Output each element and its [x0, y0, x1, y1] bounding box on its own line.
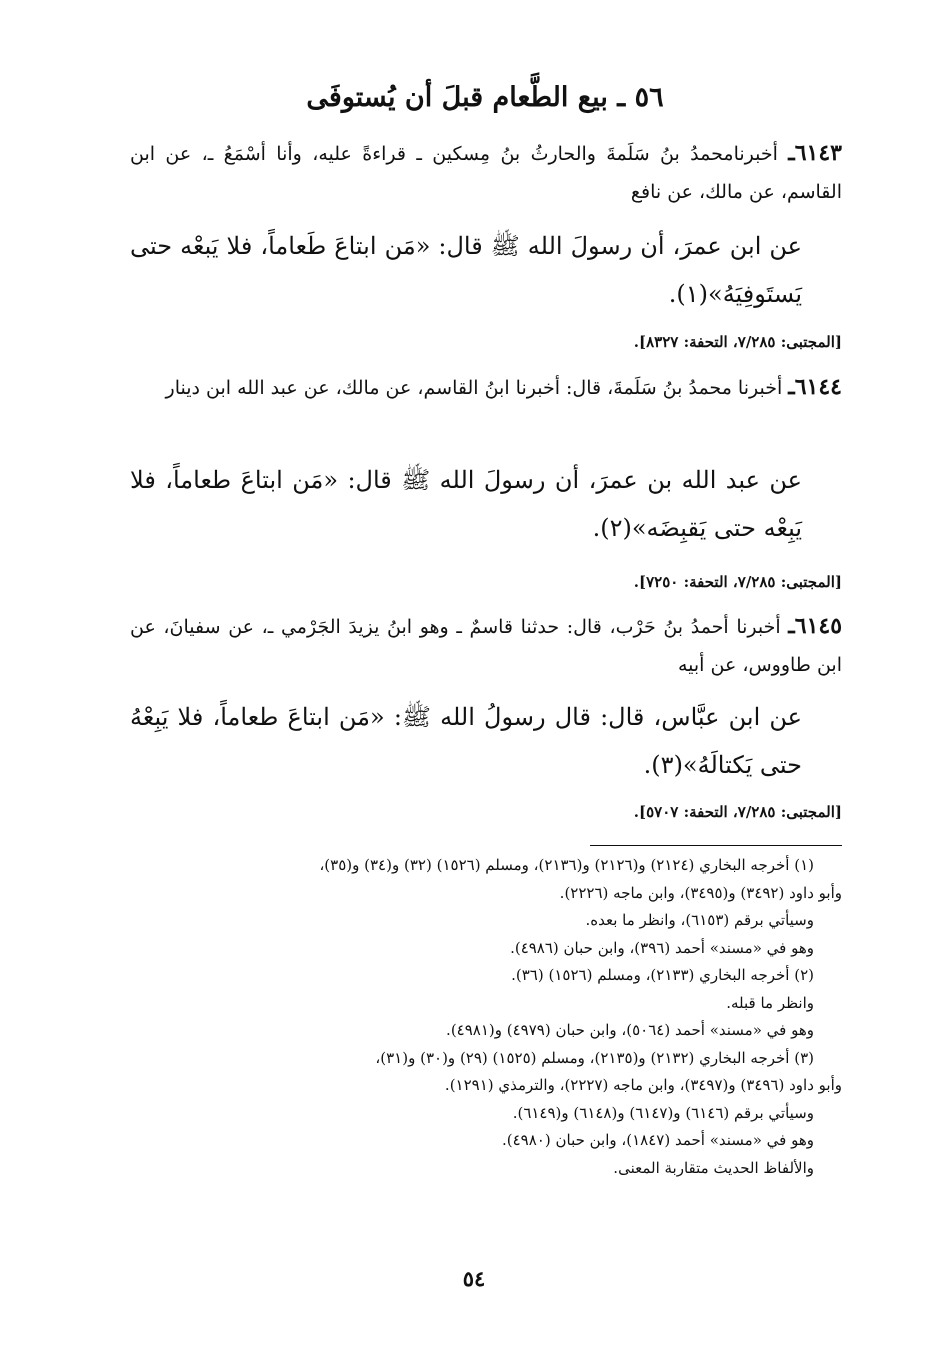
- page-number: ٥٤: [462, 1266, 486, 1291]
- hadith-number: ٦١٤٣ـ: [788, 140, 842, 166]
- hadith-number: ٦١٤٥ـ: [788, 613, 843, 639]
- hadith-isnad: أخبرنا أحمدُ بنُ حَرْب، قال: حدثنا قاسمٌ ـ وهو ابنُ يزيدَ الجَرْمي ـ، عن سفيانَ، عن ابن طاووس، عن أبيه: [130, 616, 842, 676]
- footnote-line: (١) أخرجه البخاري (٢١٢٤) و(٢١٢٦) و(٢١٣٦)، ومسلم (١٥٢٦) (٣٢) و(٣٤) و(٣٥)،: [319, 856, 814, 874]
- footnote-line: (٢) أخرجه البخاري (٢١٣٣)، ومسلم (١٥٢٦) (٣٦).: [511, 966, 814, 984]
- footnote-line: وهو في «مسند» أحمد (٣٩٦)، وابن حبان (٤٩٨٦).: [510, 938, 814, 957]
- footnote-line: وهو في «مسند» أحمد (١٨٤٧)، وابن حبان (٤٩٨٠).: [502, 1131, 814, 1149]
- footnote-line: وسيأتي برقم (٦١٤٦) و(٦١٤٧) و(٦١٤٨) و(٦١٤٩).: [512, 1103, 814, 1122]
- footnote-line: وأبو داود (٣٤٩٢) و(٣٤٩٥)، وابن ماجه (٢٢٢٦).: [559, 883, 842, 902]
- footnote-line: (٣) أخرجه البخاري (٢١٣٢) و(٢١٣٥)، ومسلم (١٥٢٥) (٢٩) و(٣٠) و(٣١)،: [375, 1048, 814, 1067]
- chapter-title: ٥٦ ـ بيع الطَّعام قبلَ أن يُستوفَى: [306, 82, 664, 113]
- hadith-6145-isnad-block: [130, 607, 842, 684]
- hadith-matn: عن ابن عبَّاس، قال: قال رسولُ الله ﷺ: «مَن ابتاعَ طعاماً، فلا يَبِعْهُ حتى يَكتالَهُ»(٣).: [130, 703, 802, 779]
- hadith-reference: [المجتبى: ٧/٢٨٥، التحفة: ٥٧٠٧].: [633, 803, 842, 821]
- hadith-6144-isnad-block: [130, 368, 842, 407]
- footnote-divider: [590, 845, 842, 846]
- footnote-line: وأبو داود (٣٤٩٦) و(٣٤٩٧)، وابن ماجه (٢٢٢٧)، والترمذي (١٢٩١).: [444, 1076, 842, 1094]
- hadith-isnad: أخبرنا محمدُ بنُ سَلَمةَ، قال: أخبرنا ابنُ القاسم، عن مالك، عن عبد الله ابن دينار: [165, 377, 783, 399]
- footnotes: [130, 852, 842, 1182]
- footnote-line: والألفاظ الحديث متقاربة المعنى.: [613, 1158, 814, 1177]
- hadith-isnad: أخبرنامحمدُ بنُ سَلَمةَ والحارثُ بنُ مِسكين ـ قراءةً عليه، وأنا أسْمَعُ ـ، عن ابن القاسم، عن مالك، عن نافع: [130, 143, 842, 203]
- hadith-number: ٦١٤٤ـ: [788, 374, 842, 400]
- hadith-reference: [المجتبى: ٧/٢٨٥، التحفة: ٨٣٢٧].: [633, 333, 842, 351]
- hadith-matn: عن عبد الله بن عمرَ، أن رسولَ الله ﷺ قال: «مَن ابتاعَ طعاماً، فلا يَبِعْه حتى يَقبِضَه»(٢).: [130, 466, 802, 542]
- hadith-6143-isnad-block: [130, 134, 842, 211]
- footnote-line: وانظر ما قبله.: [726, 993, 814, 1012]
- footnote-line: وسيأتي برقم (٦١٥٣)، وانظر ما بعده.: [585, 911, 814, 929]
- hadith-reference: [المجتبى: ٧/٢٨٥، التحفة: ٧٢٥٠].: [633, 573, 842, 591]
- footnote-line: وهو في «مسند» أحمد (٥٠٦٤)، وابن حبان (٤٩٧٩) و(٤٩٨١).: [446, 1021, 814, 1039]
- hadith-matn: عن ابن عمرَ، أن رسولَ الله ﷺ قال: «مَن ابتاعَ طَعاماً، فلا يَبعْه حتى يَستَوفِيَهُ»(١).: [130, 232, 802, 308]
